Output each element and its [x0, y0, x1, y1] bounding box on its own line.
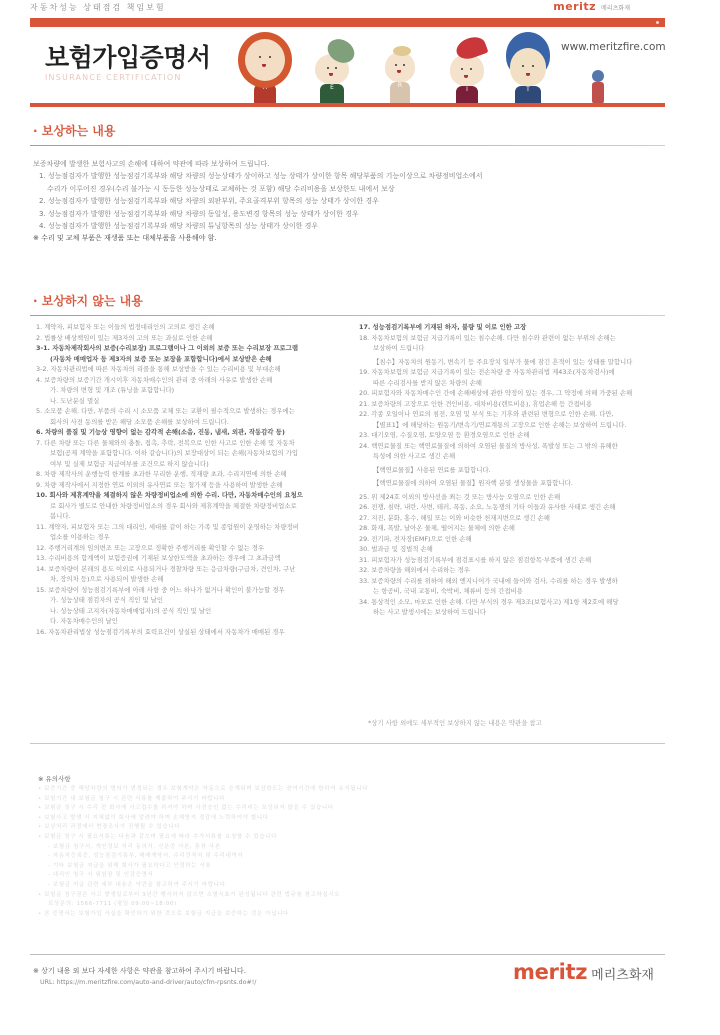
website-link[interactable]: www.meritzfire.com [561, 41, 666, 53]
not-covered-item: 3-2. 자동차관리법에 따른 자동차의 리콜을 통해 보상받을 수 있는 수리비용 및 부대손해 [36, 365, 281, 373]
notes-line: • 본 증명서는 보험가입 사실을 확인하기 위한 것으로 보험금 지급을 보증하는 것은 아닙니다 [38, 910, 289, 917]
covered-item: 4. 성능점검자가 발행한 성능점검기록부와 해당 차량의 튜닝항목의 성능 상태가 상이한 경우 [39, 222, 319, 231]
top-brand-korean: 메리츠화재 [601, 5, 630, 12]
not-covered-item: 25. 위 제24호 이외의 방사선을 쬐는 것 또는 방사능 오염으로 인한 손해 [359, 492, 561, 501]
covered-note: ※ 수리 및 교체 부품은 재생품 또는 대체부품을 사용해야 함. [33, 234, 217, 243]
not-covered-item: 10. 회사와 제휴계약을 체결하지 않은 차량정비업소에 의한 수리. 다만, 자동차매수인의 요청으 [36, 491, 303, 499]
mascot-i-icon: I [450, 54, 484, 104]
not-covered-item: 9. 차량 제작사에서 지정한 연료 이외의 유사연료 또는 첨가제 등을 사용하여 발생한 손해 [36, 480, 283, 489]
not-covered-item: 29. 전기파, 전자장(EMF)으로 인한 손해 [359, 534, 472, 543]
not-covered-item: 28. 화재, 폭발, 날아온 물체, 떨어지는 물체에 의한 손해 [359, 524, 515, 532]
not-covered-item: 24. 핵연료물질 또는 핵연료물질에 의하여 오염된 물질의 방사성, 폭발성 또는 그 밖의 유해한 [359, 441, 618, 450]
not-covered-item: 나. 도난분실 멸실 [50, 396, 100, 405]
notes-line: - 자동차등록증, 성능점검기록부, 매매계약서, 수리견적서 및 수리내역서 [48, 853, 244, 860]
top-brand-logo: meritz [553, 0, 597, 13]
not-covered-item: 18. 자동차보험의 보험금 지급기록이 있는 침수손해. 다만 침수와 관련이 없는 부위의 손해는 [359, 333, 616, 342]
not-covered-item: 23. 대기오염, 수질오염, 토양오염 등 환경오염으로 인한 손해 [359, 431, 530, 439]
not-covered-item: 6. 차량의 품질 및 기능상 영향이 없는 감각적 손해(소음, 진동, 냄새, 외관, 작동감각 등) [36, 428, 285, 436]
header-bottom-bar [30, 103, 665, 107]
not-covered-item: 27. 지진, 분화, 홍수, 해일 또는 이와 비슷한 천재지변으로 생긴 손해 [359, 513, 550, 522]
not-covered-item: 21. 보증차량의 고장으로 인한 견인비용, 대차비용(렌트비용), 휴업손해 등 간접비용 [359, 399, 593, 408]
meritz-logo [513, 960, 654, 984]
notes-line: • 보험금 청구 시 수리 전 회사에 사고접수를 하셔야 하며 사전승인 없는 수리비는 보상되지 않을 수 있습니다 [38, 805, 334, 812]
not-covered-item: 4. 보증차량의 보증기간 개시이후 자동차매수인의 관리 중 아래의 사유로 발생한 손해 [36, 375, 273, 384]
footer-text: ※ 상기 내용 외 보다 자세한 사항은 약관을 참고하여 주시기 바랍니다. [33, 967, 246, 975]
not-covered-item: 5. 소모품 손해. 다만, 부품의 수리 시 소모품 교체 또는 교환이 필수적으로 발생하는 경우에는 [36, 407, 295, 415]
mascot-m-icon: M [245, 39, 285, 104]
notes-line: • 보험기간 내 보험금 청구 시 관련 서류를 제출하여 주시기 바랍니다 [38, 795, 225, 802]
not-covered-item: 34. 통상적인 소모, 마모로 인한 손해. 다만 부식의 경우 제3조(보험사고) 제1항 제2호에 해당 [359, 597, 619, 606]
not-covered-item: 【별표1】에 해당하는 원동기/변속기/연료계통의 고장으로 인한 손해는 보상하여 드립니다. [373, 420, 627, 429]
notes-heading: ※ 유의사항 [38, 775, 71, 783]
not-covered-item: 보험(공제 계약을 포함합니다. 이하 같습니다)의 보장대상이 되는 손해(자동차보험의 가입 [50, 449, 299, 457]
header-top-bar [30, 18, 665, 27]
notes-line: - 대리인 청구 시 위임장 및 인감증명서 [48, 872, 154, 879]
top-brand [553, 0, 630, 13]
not-covered-item: 하는 사고 발생시에는 보상하여 드립니다 [373, 608, 487, 616]
not-covered-left-column [36, 322, 356, 637]
not-covered-item: 16. 자동차관리법상 성능점검기록부의 효력요건이 상실된 상태에서 자동차가 매매된 경우 [36, 627, 285, 636]
not-covered-item: 14. 보증차량이 본래의 용도 이외로 사용되거나 경찰차량 또는 응급차량(구급차, 견인차, 구난 [36, 564, 296, 573]
not-covered-item: 로 회사가 별도로 안내한 차량정비업소의 경우 회사와 제휴계약을 체결한 차량정비업소로 [50, 501, 297, 510]
notes-line: - 보험금 지급 관련 세부 내용은 약관을 참고하여 주시기 바랍니다 [48, 881, 226, 888]
not-covered-item: 7. 다른 차량 또는 다른 물체와의 충돌, 접촉, 추락, 전복으로 인한 사고로 인한 손해 및 자동차 [36, 438, 295, 447]
covered-item: 2. 성능점검자가 발행한 성능점검기록부와 해당 차량의 외판부위, 주요골격부위 항목의 성능 상태가 상이한 경우 [39, 197, 379, 206]
not-covered-item: 여부 및 실제 보험금 지급여부를 조건으로 하지 않습니다) [50, 459, 209, 468]
mascot-illustration [240, 28, 640, 104]
not-covered-item: (자동차 매매업자 등 제3자의 보증 또는 보장을 포함합니다)에서 보상받은 손해 [50, 354, 272, 363]
notes-line: • 보험사고 발생 시 지체없이 회사에 알려야 하며 손해방지 경감에 노력하여야 합니다 [38, 814, 269, 821]
not-covered-item: 는 항공비, 국내 교통비, 숙박비, 체류비 등의 간접비용 [373, 587, 523, 595]
bar-dot [656, 21, 659, 24]
not-covered-item: 보상하여 드립니다 [373, 344, 425, 352]
notes-line: • 보상처리 과정에서 현장조사가 진행될 수 있습니다 [38, 824, 181, 831]
covered-divider [30, 145, 665, 146]
covered-item: 1. 성능점검자가 발행한 성능점검기록부와 해당 차량의 성능상태가 상이하고 성능 상태가 상이한 항목 해당부품의 기능이상으로 차량정비업소에서 [39, 172, 483, 181]
not-covered-item: 【핵연료물질】사용된 연료를 포함합니다. [373, 465, 491, 474]
not-covered-item: 가. 차량의 변형 및 개조 (튜닝을 포함합니다) [50, 386, 175, 394]
not-covered-item: 12. 주행거리계의 임의변조 또는 고장으로 정확한 주행거리를 확인할 수 없는 경우 [36, 543, 265, 552]
covered-item: 3. 성능점검자가 발행한 성능점검기록부와 해당 차량의 동일성, 용도변경 항목의 성능 상태가 상이한 경우 [39, 209, 359, 218]
covered-item: 수리가 이루어진 경우(수리 불가능 시 동등한 성능상태로 교체하는 것 포함) 해당 수리비용을 보상한도 내에서 보상 [47, 184, 395, 193]
page-title: 보험가입증명서 [45, 43, 211, 72]
not-covered-item: 【침수】자동차의 원동기, 변속기 등 주요장치 일부가 물에 잠긴 흔적이 있는 상태를 말합니다 [373, 357, 633, 366]
not-covered-right-column [359, 322, 669, 618]
not-covered-item: 26. 전쟁, 침략, 내란, 사변, 테러, 폭동, 소요, 노동쟁의 기타 이들과 유사한 사태로 생긴 손해 [359, 503, 616, 511]
not-covered-divider [30, 315, 665, 316]
not-covered-item: 13. 수리비용의 합계액이 보험증권에 기재된 보상한도액을 초과하는 경우에 그 초과금액 [36, 554, 281, 562]
not-covered-item: 가. 성능상태 점검자의 공식 직인 및 날인 [50, 596, 163, 604]
not-covered-item: 33. 보증차량의 수리를 위하여 해외 엔지니어가 국내에 들어와 검사, 수리를 하는 경우 발생하 [359, 576, 618, 585]
not-covered-item: 19. 자동차보험의 보험금 지급기록이 있는 전손차량 중 자동차관리법 제43조(자동차검사)에 [359, 368, 615, 376]
covered-intro: 보증차량에 발생한 보험사고의 손해에 대하여 약관에 따라 보상하여 드립니다. [33, 160, 270, 168]
covered-heading: · 보상하는 내용 [33, 124, 116, 138]
not-covered-item: 15. 보증차량이 성능점검기록부에 아래 사항 중 어느 하나가 없거나 확인이 불가능할 경우 [36, 585, 285, 594]
mascot-r-icon: R [385, 52, 415, 104]
not-covered-item: 32. 보증차량을 해외에서 수리하는 경우 [359, 566, 470, 574]
not-covered-item: 11. 계약자, 피보험자 또는 그의 대리인, 세대를 같이 하는 가족 및 종업원이 운영하는 차량정비 [36, 522, 299, 531]
not-covered-item: 3-1. 자동차제작회사의 보증(수리보장) 프로그램이나 그 이외의 보증 또는 수리보장 프로그램 [36, 344, 299, 352]
notes-line: - 보험금 청구서, 개인정보 처리 동의서, 신분증 사본, 통장 사본 [48, 843, 221, 850]
logo-english: meritz [513, 960, 588, 984]
section-divider [30, 743, 665, 744]
not-covered-heading: · 보상하지 않는 내용 [33, 294, 143, 308]
covered-content [33, 158, 673, 245]
not-covered-item: 다. 자동차매수인의 날인 [50, 617, 118, 625]
not-covered-item: 업소를 이용하는 경우 [50, 533, 110, 541]
notes-line: • 보험금 청구권은 사고 발생일로부터 3년간 행사하지 않으면 소멸시효가 완성됩니다 관련 법규를 참고하십시오 [38, 891, 341, 898]
not-covered-footnote: *상기 사항 외에도 세부적인 보상하지 않는 내용은 약관을 참고 [368, 719, 542, 727]
notes-line: - 기타 보험금 지급을 위해 회사가 필요하다고 인정하는 서류 [48, 862, 212, 869]
not-covered-item: 8. 차량 제작사의 운행능력 한계를 초과한 무리한 운행, 적재량 초과, 수리지연에 의한 손해 [36, 470, 287, 478]
not-covered-item: 따른 수리검사를 받지 않은 차량의 손해 [373, 378, 482, 387]
not-covered-item: 봅니다. [50, 512, 71, 520]
not-covered-item: 나. 성능상태 고지자(자동차매매업자)의 공식 직인 및 날인 [50, 606, 212, 615]
notes-section [38, 774, 658, 919]
not-covered-item: 31. 피보험자가 성능점검기록부에 점검표시를 하지 않은 점검항목·부품에 생긴 손해 [359, 555, 592, 564]
not-covered-item: 17. 성능점검기록부에 기재된 하자, 불량 및 이로 인한 고장 [359, 323, 527, 331]
mascot-t-icon: T [510, 48, 546, 104]
notes-line: 보상문의: 1566-7711 (평일 09:00~18:00) [48, 901, 177, 908]
mascot-small-icon [592, 70, 604, 104]
not-covered-item: 2. 법률상 배상책임이 있는 제3자의 고의 또는 과실로 인한 손해 [36, 333, 213, 342]
not-covered-item: 22. 각종 오일이나 연료의 침전, 오염 및 부식 또는 기후와 관련된 변형으로 인한 손해. 다만, [359, 410, 614, 418]
not-covered-item: 30. 벌과금 및 징벌적 손해 [359, 545, 433, 553]
not-covered-item: 20. 피보험자와 자동차매수인 간에 손해배상에 관한 약정이 있는 경우, 그 약정에 의해 가중된 손해 [359, 389, 633, 397]
top-caption: 자동차성능 상태점검 책임보험 [30, 3, 166, 12]
not-covered-item: 특성에 의한 사고로 생긴 손해 [373, 452, 456, 460]
not-covered-item: 【핵연료물질에 의하여 오염된 물질】원자핵 분열 생성물을 포함합니다. [373, 479, 573, 487]
footer-url[interactable]: URL: https://m.meritzfire.com/auto-and-driver/auto/cfm-rpsnts.do#!/ [40, 979, 257, 986]
not-covered-item: 회사의 사전 동의를 받은 해당 소모품 손해를 보상하여 드립니다. [50, 417, 229, 426]
not-covered-item: 1. 계약자, 피보험자 또는 이들의 법정대리인의 고의로 생긴 손해 [36, 323, 215, 331]
logo-korean: 메리츠화재 [591, 968, 654, 983]
footer-divider [30, 954, 665, 955]
notes-line: • 보증기간 중 해당차량의 명의가 변경되는 경우 보험계약은 자동으로 승계되며 보상한도는 잔여기간에 한하여 유지됩니다 [38, 786, 369, 792]
notes-line: • 보험금 청구 시 필요서류는 다음과 같으며 필요에 따라 추가서류를 요청할 수 있습니다 [38, 833, 277, 840]
page-subtitle: INSURANCE CERTIFICATION [45, 73, 182, 82]
not-covered-item: 차, 장의차 등)으로 사용되어 발생한 손해 [50, 575, 164, 583]
mascot-e-icon: E [315, 54, 349, 104]
